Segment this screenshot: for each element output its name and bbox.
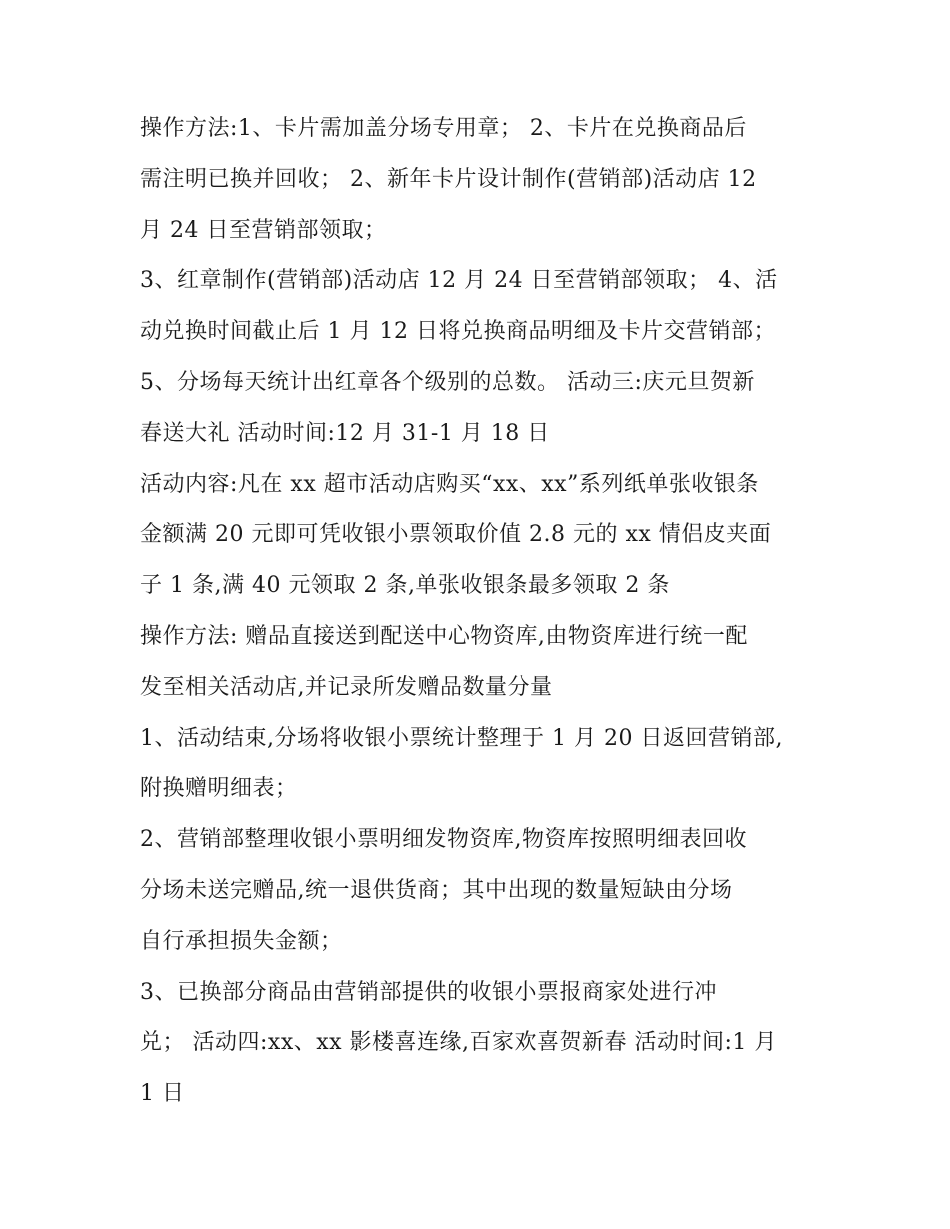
text-line: 需注明已换并回收； 2、新年卡片设计制作(营销部)活动店 12 <box>140 166 757 192</box>
text-line: 附换赠明细表； <box>140 776 298 802</box>
text-line: 月 24 日至营销部领取； <box>140 217 387 243</box>
text-line: 3、红章制作(营销部)活动店 12 月 24 日至营销部领取； 4、活 <box>140 268 778 294</box>
text-line: 操作方法: 赠品直接送到配送中心物资库,由物资库进行统一配 <box>140 623 748 649</box>
text-line: 子 1 条,满 40 元领取 2 条,单张收银条最多领取 2 条 <box>140 573 670 599</box>
text-line: 发至相关活动店,并记录所发赠品数量分量 <box>140 674 553 700</box>
text-line: 金额满 20 元即可凭收银小票领取价值 2.8 元的 xx 情侣皮夹面 <box>140 522 772 548</box>
text-line: 兑； 活动四:xx、xx 影楼喜连缘,百家欢喜贺新春 活动时间:1 月 <box>140 1030 777 1056</box>
text-line: 自行承担损失金额； <box>140 928 343 954</box>
text-line: 3、已换部分商品由营销部提供的收银小票报商家处进行冲 <box>140 979 717 1005</box>
text-line: 动兑换时间截止后 1 月 12 日将兑换商品明细及卡片交营销部； <box>140 319 776 345</box>
text-line: 春送大礼 活动时间:12 月 31-1 月 18 日 <box>140 420 550 446</box>
text-line: 2、营销部整理收银小票明细发物资库,物资库按照明细表回收 <box>140 827 747 853</box>
document-body <box>140 104 820 1120</box>
text-line: 活动内容:凡在 xx 超市活动店购买“xx、xx”系列纸单张收银条 <box>140 471 759 497</box>
text-line: 5、分场每天统计出红章各个级别的总数。 活动三:庆元旦贺新 <box>140 369 755 395</box>
text-line: 分场未送完赠品,统一退供货商；其中出现的数量短缺由分场 <box>140 877 733 903</box>
text-line: 1 日 <box>140 1081 185 1107</box>
text-line: 操作方法:1、卡片需加盖分场专用章； 2、卡片在兑换商品后 <box>140 116 747 141</box>
text-line: 1、活动结束,分场将收银小票统计整理于 1 月 20 日返回营销部, <box>140 725 783 751</box>
